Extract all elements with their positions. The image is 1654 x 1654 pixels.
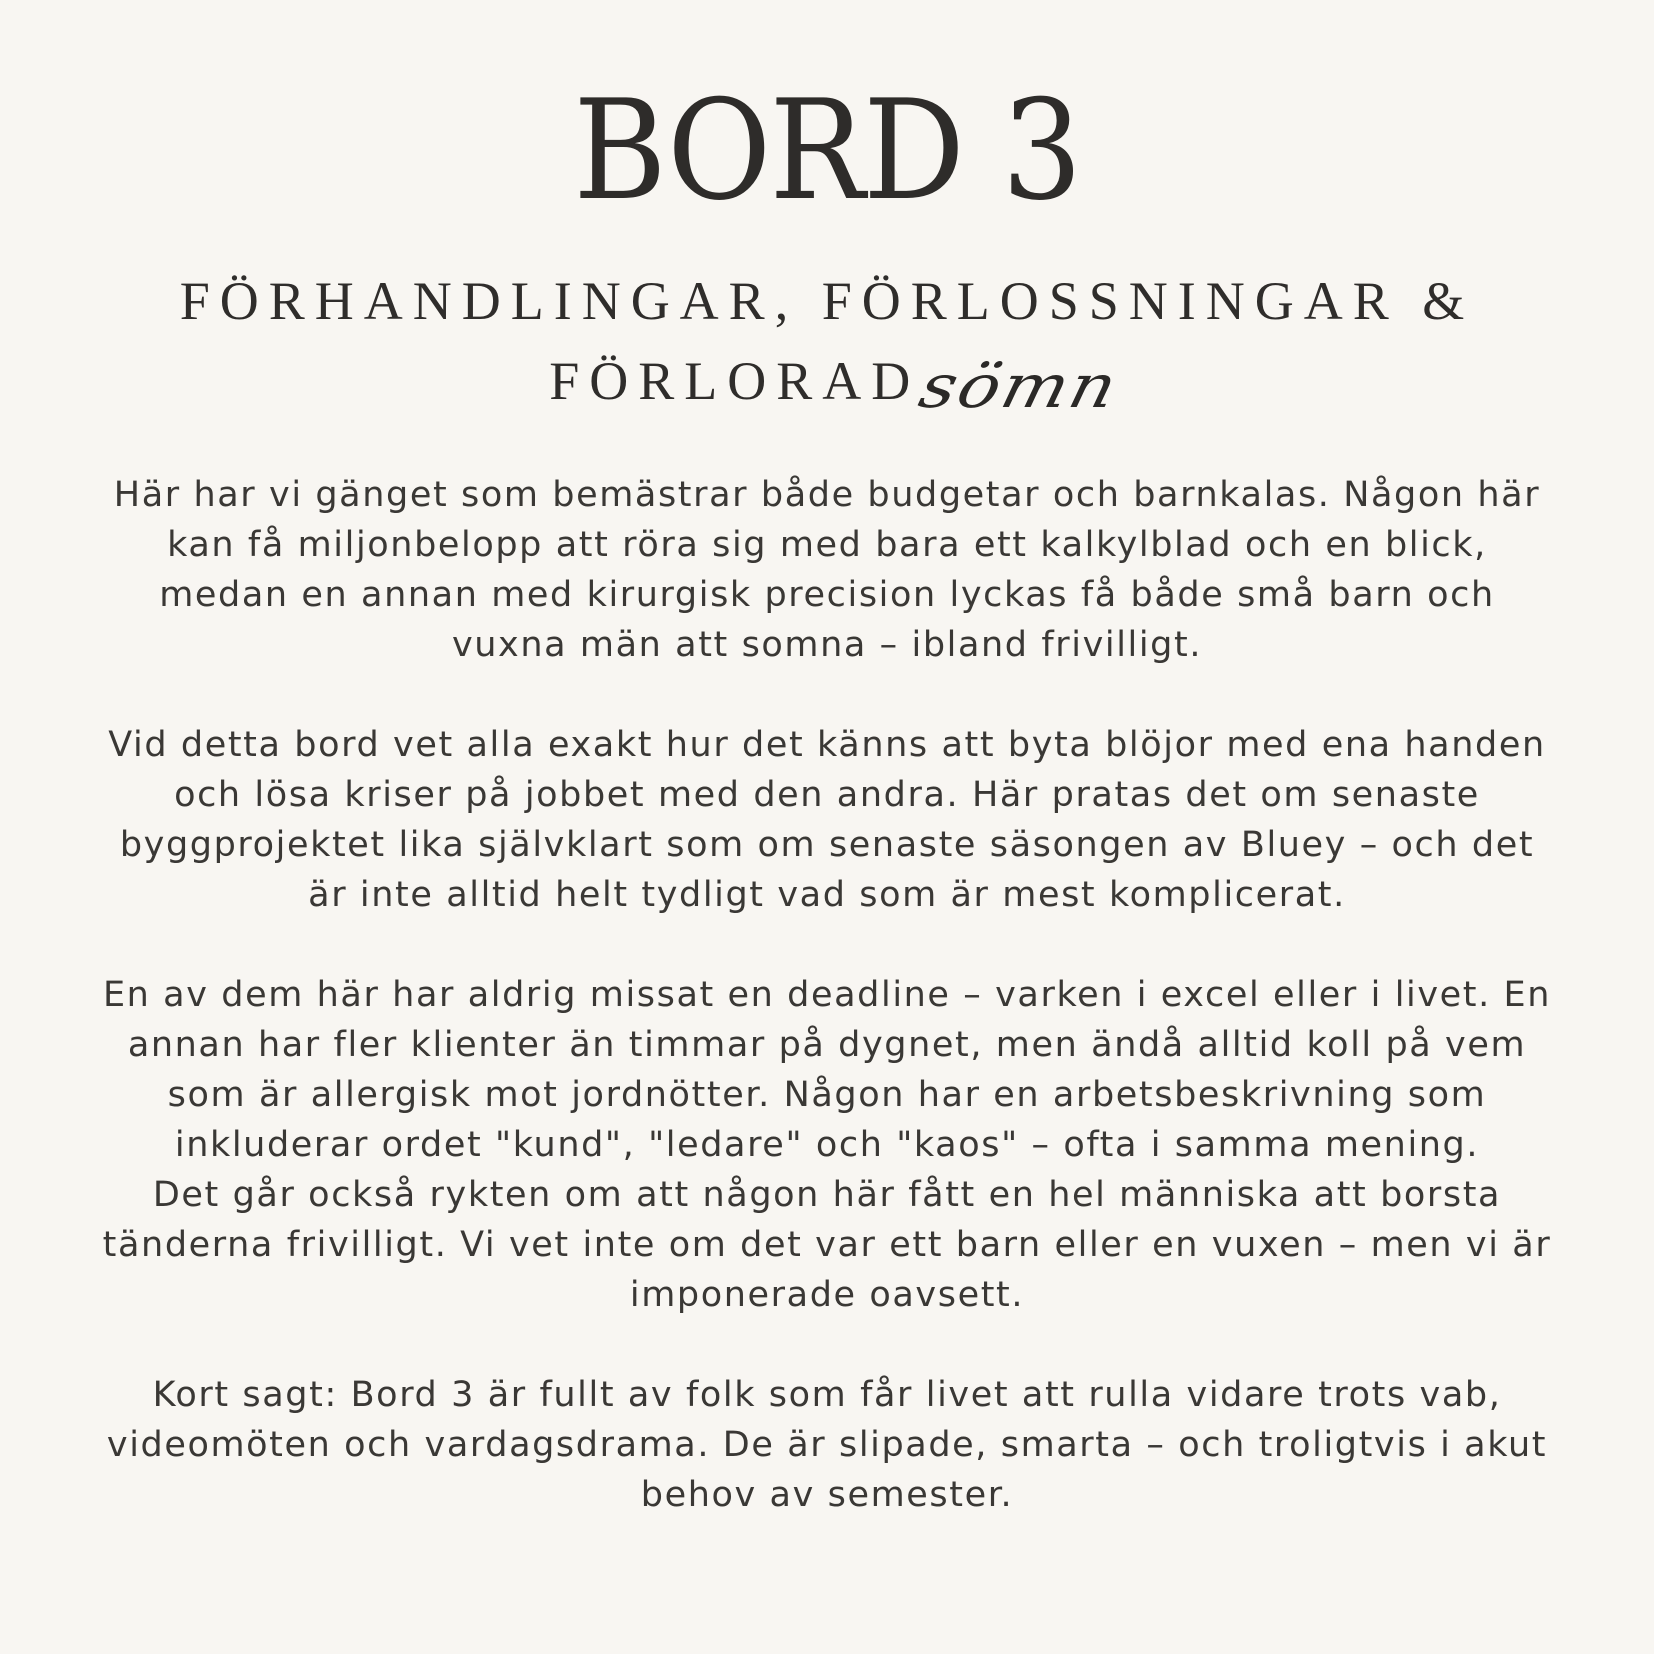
paragraph-line: och lösa kriser på jobbet med den andra. Här pratas det om senaste: [174, 775, 1480, 815]
subtitle-line-1: FÖRHANDLINGAR, FÖRLOSSNINGAR &: [179, 271, 1475, 331]
paragraph-line: är inte alltid helt tydligt vad som är mest komplicerat.: [308, 875, 1346, 915]
paragraph-line: behov av semester.: [640, 1475, 1014, 1515]
subtitle-line-2-prefix: FÖRLORAD: [549, 351, 921, 411]
paragraph-line: annan har fler klienter än timmar på dygnet, men ändå alltid koll på vem: [127, 1025, 1527, 1065]
paragraph-line: Vid detta bord vet alla exakt hur det känns att byta blöjor med ena handen: [108, 725, 1546, 765]
paragraph-1: [60, 470, 1594, 670]
subtitle-script-word: sömn: [912, 352, 1127, 422]
paragraph-line: Här har vi gänget som bemästrar både budgetar och barnkalas. Någon här: [113, 475, 1541, 515]
subtitle-line-2: [0, 340, 1654, 420]
paragraph-line: videomöten och vardagsdrama. De är slipade, smarta – och troligtvis i akut: [106, 1425, 1548, 1465]
paragraph-2: [60, 720, 1594, 920]
page-title: BORD 3: [573, 70, 1081, 231]
paragraph-line: som är allergisk mot jordnötter. Någon har en arbetsbeskrivning som: [167, 1075, 1487, 1115]
paragraph-line: Kort sagt: Bord 3 är fullt av folk som får livet att rulla vidare trots vab,: [152, 1375, 1502, 1415]
paragraph-line: inkluderar ordet "kund", "ledare" och "kaos" – ofta i samma mening.: [174, 1125, 1480, 1165]
paragraph-line: medan en annan med kirurgisk precision lyckas få både små barn och: [159, 575, 1495, 615]
paragraph-line: tänderna frivilligt. Vi vet inte om det var ett barn eller en vuxen – men vi är: [102, 1225, 1552, 1265]
paragraph-3: [60, 970, 1594, 1320]
subtitle: [0, 262, 1654, 420]
paragraph-line: Det går också rykten om att någon här fått en hel människa att borsta: [152, 1175, 1502, 1215]
body-text: [60, 470, 1594, 1570]
paragraph-line: byggprojektet lika självklart som om senaste säsongen av Bluey – och det: [119, 825, 1535, 865]
paragraph-line: En av dem här har aldrig missat en deadline – varken i excel eller i livet. En: [102, 975, 1552, 1015]
paragraph-line: kan få miljonbelopp att röra sig med bara ett kalkylblad och en blick,: [167, 525, 1487, 565]
paragraph-line: vuxna män att somna – ibland frivilligt.: [451, 625, 1203, 665]
paragraph-line: imponerade oavsett.: [629, 1275, 1025, 1315]
paragraph-4: [60, 1370, 1594, 1520]
